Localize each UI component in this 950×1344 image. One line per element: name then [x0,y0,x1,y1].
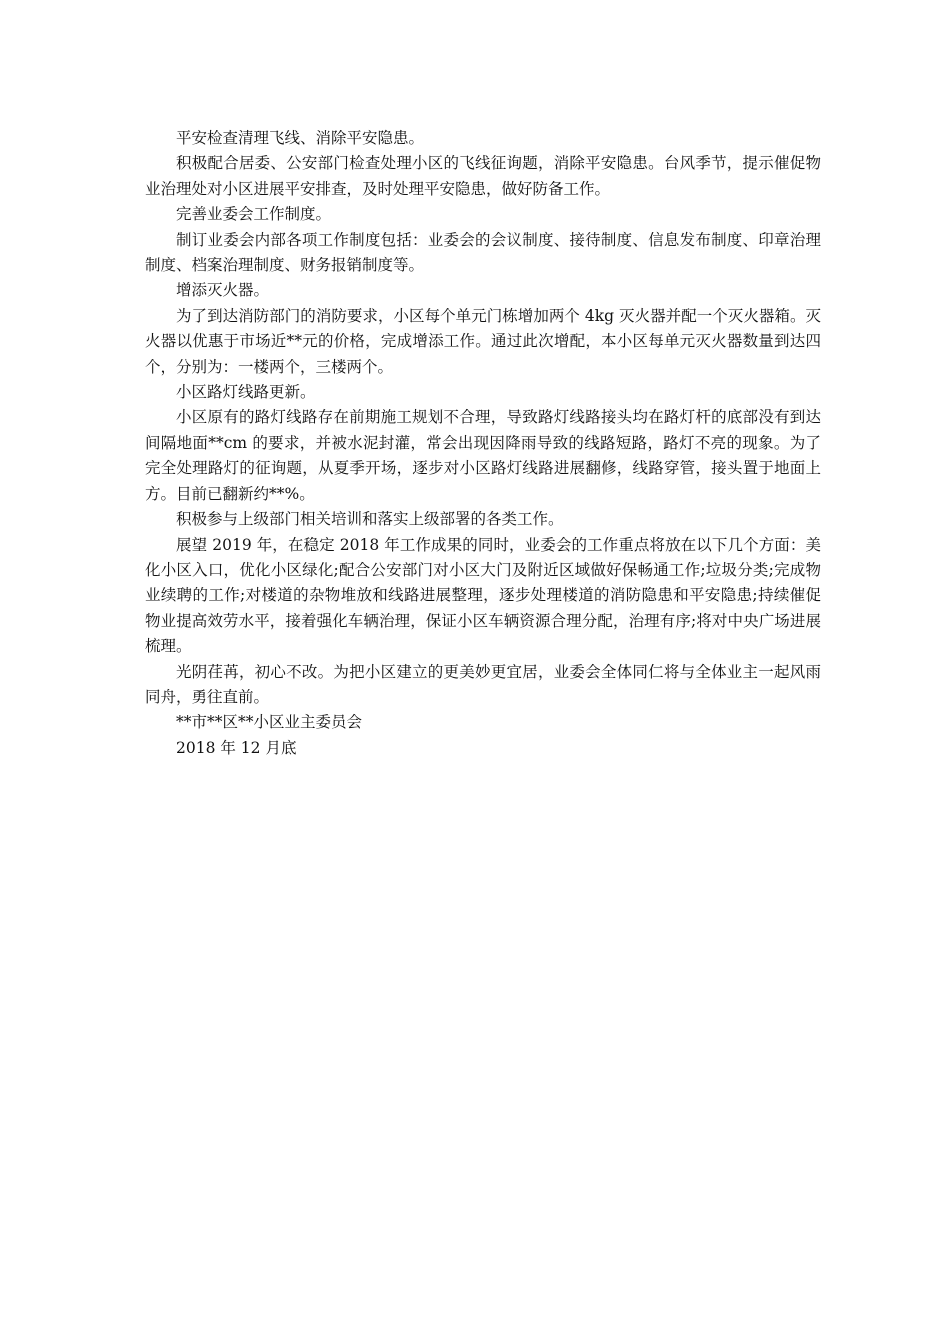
paragraph-safety-check-body: 积极配合居委、公安部门检查处理小区的飞线征询题，消除平安隐患。台风季节，提示催促物业治理处对小区进展平安排查，及时处理平安隐患，做好防备工作。 [145,154,821,198]
paragraph-extinguisher-body: 为了到达消防部门的消防要求，小区每个单元门栋增加两个 4kg 灭火器并配一个灭火器箱。灭火器以优惠于市场近**元的价格，完成增添工作。通过此次增配，本小区每单元灭火器数量到达四个，分别为：一楼两个，三楼两个。 [145,306,821,376]
paragraph-safety-check-heading: 平安检查清理飞线、消除平安隐患。 [176,129,425,147]
paragraph-streetlight-heading: 小区路灯线路更新。 [176,383,316,402]
document-body [145,126,821,761]
paragraph-training: 积极参与上级部门相关培训和落实上级部署的各类工作。 [176,510,564,529]
paragraph-rules-heading: 完善业委会工作制度。 [176,205,332,224]
paragraph-streetlight-body: 小区原有的路灯线路存在前期施工规划不合理，导致路灯线路接头均在路灯杆的底部没有到达间隔地面**cm 的要求，并被水泥封灌，常会出现因降雨导致的线路短路，路灯不亮的现象。为了完全处理路灯的征询题，从夏季开场，逐步对小区路灯线路进展翻修，线路穿管，接头置于地面上方。目前已翻新约**%。 [145,408,821,503]
paragraph-closing: 光阴荏苒，初心不改。为把小区建立的更美妙更宜居，业委会全体同仁将与全体业主一起风雨同舟，勇往直前。 [145,662,821,706]
signature-committee: **市**区**小区业主委员会 [176,713,363,732]
signature-date: 2018 年 12 月底 [176,738,297,757]
paragraph-outlook-2019: 展望 2019 年，在稳定 2018 年工作成果的同时，业委会的工作重点将放在以下几个方面：美化小区入口，优化小区绿化;配合公安部门对小区大门及附近区域做好保畅通工作;垃圾分类;完成物业续聘的工作;对楼道的杂物堆放和线路进展整理，逐步处理楼道的消防隐患和平安隐患;持续催促物业提高效劳水平，接着强化车辆治理，保证小区车辆资源合理分配，治理有序;将对中央广场进展梳理。 [145,535,821,656]
paragraph-rules-body: 制订业委会内部各项工作制度包括：业委会的会议制度、接待制度、信息发布制度、印章治理制度、档案治理制度、财务报销制度等。 [145,230,821,275]
paragraph-extinguisher-heading: 增添灭火器。 [176,281,270,300]
